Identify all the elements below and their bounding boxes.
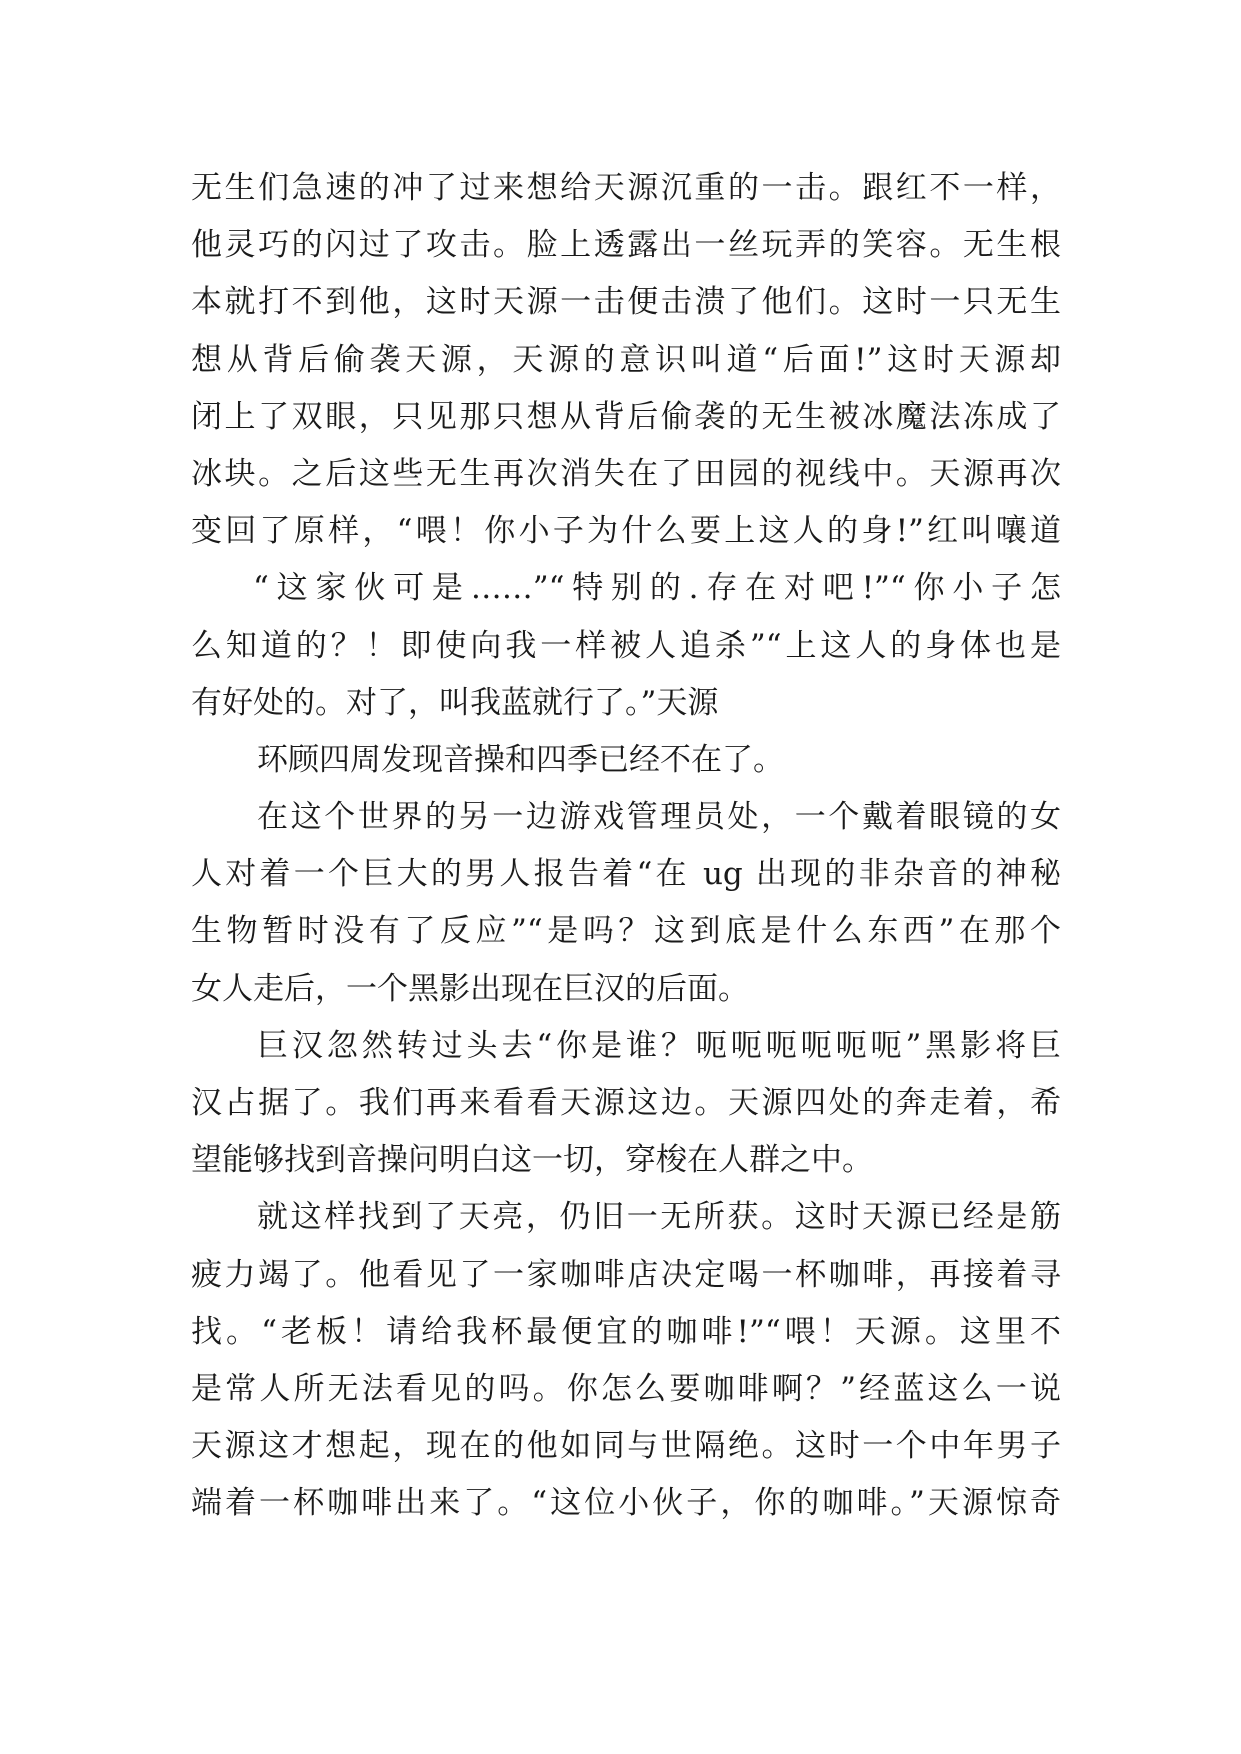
- text-line: 巨汉忽然转过头去“你是谁？呃呃呃呃呃呃”黑影将巨: [257, 1027, 1061, 1064]
- text-line: 有好处的。对了，叫我蓝就行了。”天源: [191, 684, 719, 721]
- text-line: “这家伙可是……”“特别的.存在对吧!”“你小子怎: [253, 570, 1061, 607]
- text-line: 闭上了双眼，只见那只想从背后偷袭的无生被冰魔法冻成了: [191, 398, 1061, 435]
- body-text: [191, 160, 1061, 1533]
- text-line: 他灵巧的闪过了攻击。脸上透露出一丝玩弄的笑容。无生根: [191, 227, 1061, 264]
- text-line: 无生们急速的冲了过来想给天源沉重的一击。跟红不一样，: [191, 170, 1061, 206]
- text-line: 本就打不到他，这时天源一击便击溃了他们。这时一只无生: [191, 284, 1061, 321]
- text-line: 在这个世界的另一边游戏管理员处，一个戴着眼镜的女: [257, 799, 1061, 836]
- text-line: 天源这才想起，现在的他如同与世隔绝。这时一个中年男子: [191, 1428, 1061, 1465]
- text-line: 环顾四周发现音操和四季已经不在了。: [257, 741, 784, 778]
- text-line: 人对着一个巨大的男人报告着“在 ug 出现的非杂音的神秘: [191, 856, 1061, 893]
- text-line: 生物暂时没有了反应”“是吗？这到底是什么东西”在那个: [191, 913, 1061, 950]
- text-line: 疲力竭了。他看见了一家咖啡店决定喝一杯咖啡，再接着寻: [191, 1256, 1061, 1293]
- text-line: 找。“老板！请给我杯最便宜的咖啡!”“喂！天源。这里不: [191, 1313, 1061, 1350]
- text-line: 想从背后偷袭天源，天源的意识叫道“后面!”这时天源却: [191, 341, 1061, 378]
- text-line: 望能够找到音操问明白这一切，穿梭在人群之中。: [191, 1142, 873, 1179]
- text-line: 汉占据了。我们再来看看天源这边。天源四处的奔走着，希: [191, 1085, 1061, 1121]
- text-line: 变回了原样，“喂！你小子为什么要上这人的身!”红叫嚷道: [191, 513, 1061, 550]
- text-line: 么知道的？！即使向我一样被人追杀”“上这人的身体也是: [191, 627, 1061, 664]
- text-line: 是常人所无法看见的吗。你怎么要咖啡啊？”经蓝这么一说: [191, 1370, 1061, 1407]
- text-line: 女人走后，一个黑影出现在巨汉的后面。: [191, 970, 749, 1007]
- text-line: 端着一杯咖啡出来了。“这位小伙子，你的咖啡。”天源惊奇: [191, 1485, 1061, 1522]
- text-line: 就这样找到了天亮，仍旧一无所获。这时天源已经是筋: [257, 1199, 1061, 1236]
- text-line: 冰块。之后这些无生再次消失在了田园的视线中。天源再次: [191, 455, 1061, 492]
